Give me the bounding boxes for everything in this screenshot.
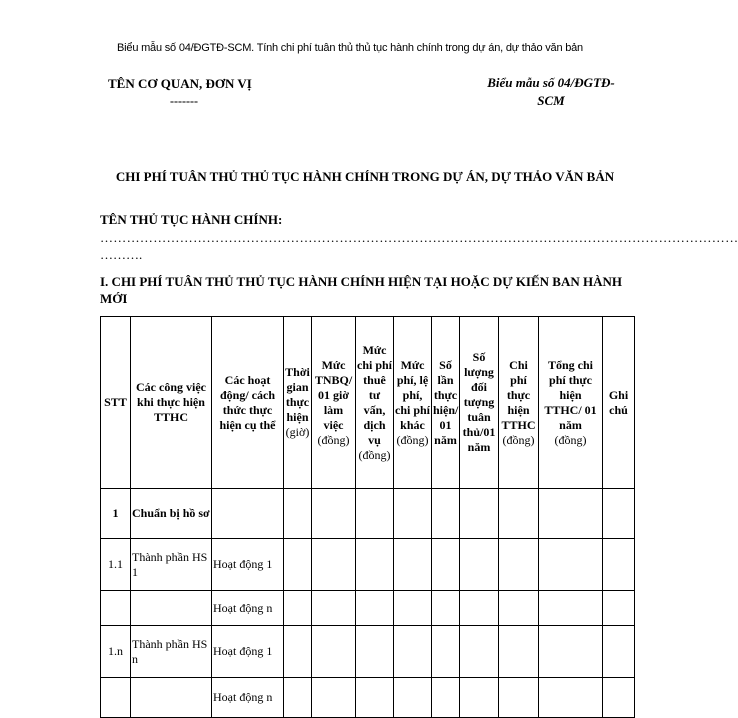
header-note: Ghi chú <box>603 317 635 489</box>
row-stt <box>101 591 131 626</box>
row-task: Thành phần HS 1 <box>131 539 212 591</box>
table-row <box>101 626 635 678</box>
row-stt: 1.n <box>101 626 131 678</box>
table-row <box>101 489 635 539</box>
row-activity: Hoạt động 1 <box>212 626 284 678</box>
procedure-name-label: TÊN THỦ TỤC HÀNH CHÍNH: <box>100 212 283 227</box>
table-header-row <box>101 317 635 489</box>
row-stt: 1 <box>101 489 131 539</box>
header-time: Thời gian thực hiện (giờ) <box>284 317 312 489</box>
row-activity: Hoạt động n <box>212 678 284 718</box>
header-fee: Mức phí, lệ phí, chi phí khác (đồng) <box>394 317 432 489</box>
header-subjects: Số lượng đối tượng tuân thủ/01 năm <box>460 317 499 489</box>
section-title: I. CHI PHÍ TUÂN THỦ THỦ TỤC HÀNH CHÍNH HIỆN TẠI HOẶC DỰ KIẾN BAN HÀNH MỚI <box>100 274 622 306</box>
row-activity: Hoạt động 1 <box>212 539 284 591</box>
form-code: Biểu mẫu số 04/ĐGTĐ-SCM <box>487 75 615 108</box>
main-title: CHI PHÍ TUÂN THỦ THỦ TỤC HÀNH CHÍNH TRONG DỰ ÁN, DỰ THẢO VĂN BẢN <box>115 169 615 184</box>
cost-table <box>100 316 635 718</box>
row-activity <box>212 489 284 539</box>
header-activity: Các hoạt động/ cách thức thực hiện cụ thể <box>212 317 284 489</box>
table-row <box>101 591 635 626</box>
organization-name: TÊN CƠ QUAN, ĐƠN VỊ <box>108 76 252 91</box>
row-stt: 1.1 <box>101 539 131 591</box>
row-activity: Hoạt động n <box>212 591 284 626</box>
row-task: Chuẩn bị hồ sơ <box>131 489 212 539</box>
row-stt <box>101 678 131 718</box>
header-wage: Mức TNBQ/ 01 giờ làm việc (đồng) <box>312 317 356 489</box>
header-cost: Chi phí thực hiện TTHC (đồng) <box>499 317 539 489</box>
header-task: Các công việc khi thực hiện TTHC <box>131 317 212 489</box>
table-row <box>101 678 635 718</box>
organization-separator: ------- <box>170 94 198 108</box>
header-times: Số lần thực hiện/ 01 năm <box>432 317 460 489</box>
document-title: Biểu mẫu số 04/ĐGTĐ-SCM. Tính chi phí tuân thủ thủ tục hành chính trong dự án, dự thảo văn bản <box>117 42 583 54</box>
header-total: Tổng chi phí thực hiện TTHC/ 01 năm (đồng) <box>539 317 603 489</box>
table-row <box>101 539 635 591</box>
header-stt: STT <box>101 317 131 489</box>
row-task <box>131 591 212 626</box>
header-service: Mức chi phí thuê tư vấn, dịch vụ (đồng) <box>356 317 394 489</box>
procedure-name-blank-line-2: ………. <box>100 247 143 262</box>
row-task: Thành phần HS n <box>131 626 212 678</box>
row-task <box>131 678 212 718</box>
procedure-name-blank-line-1: ……………………………………………………………………………………………………………………………… <box>100 230 738 245</box>
